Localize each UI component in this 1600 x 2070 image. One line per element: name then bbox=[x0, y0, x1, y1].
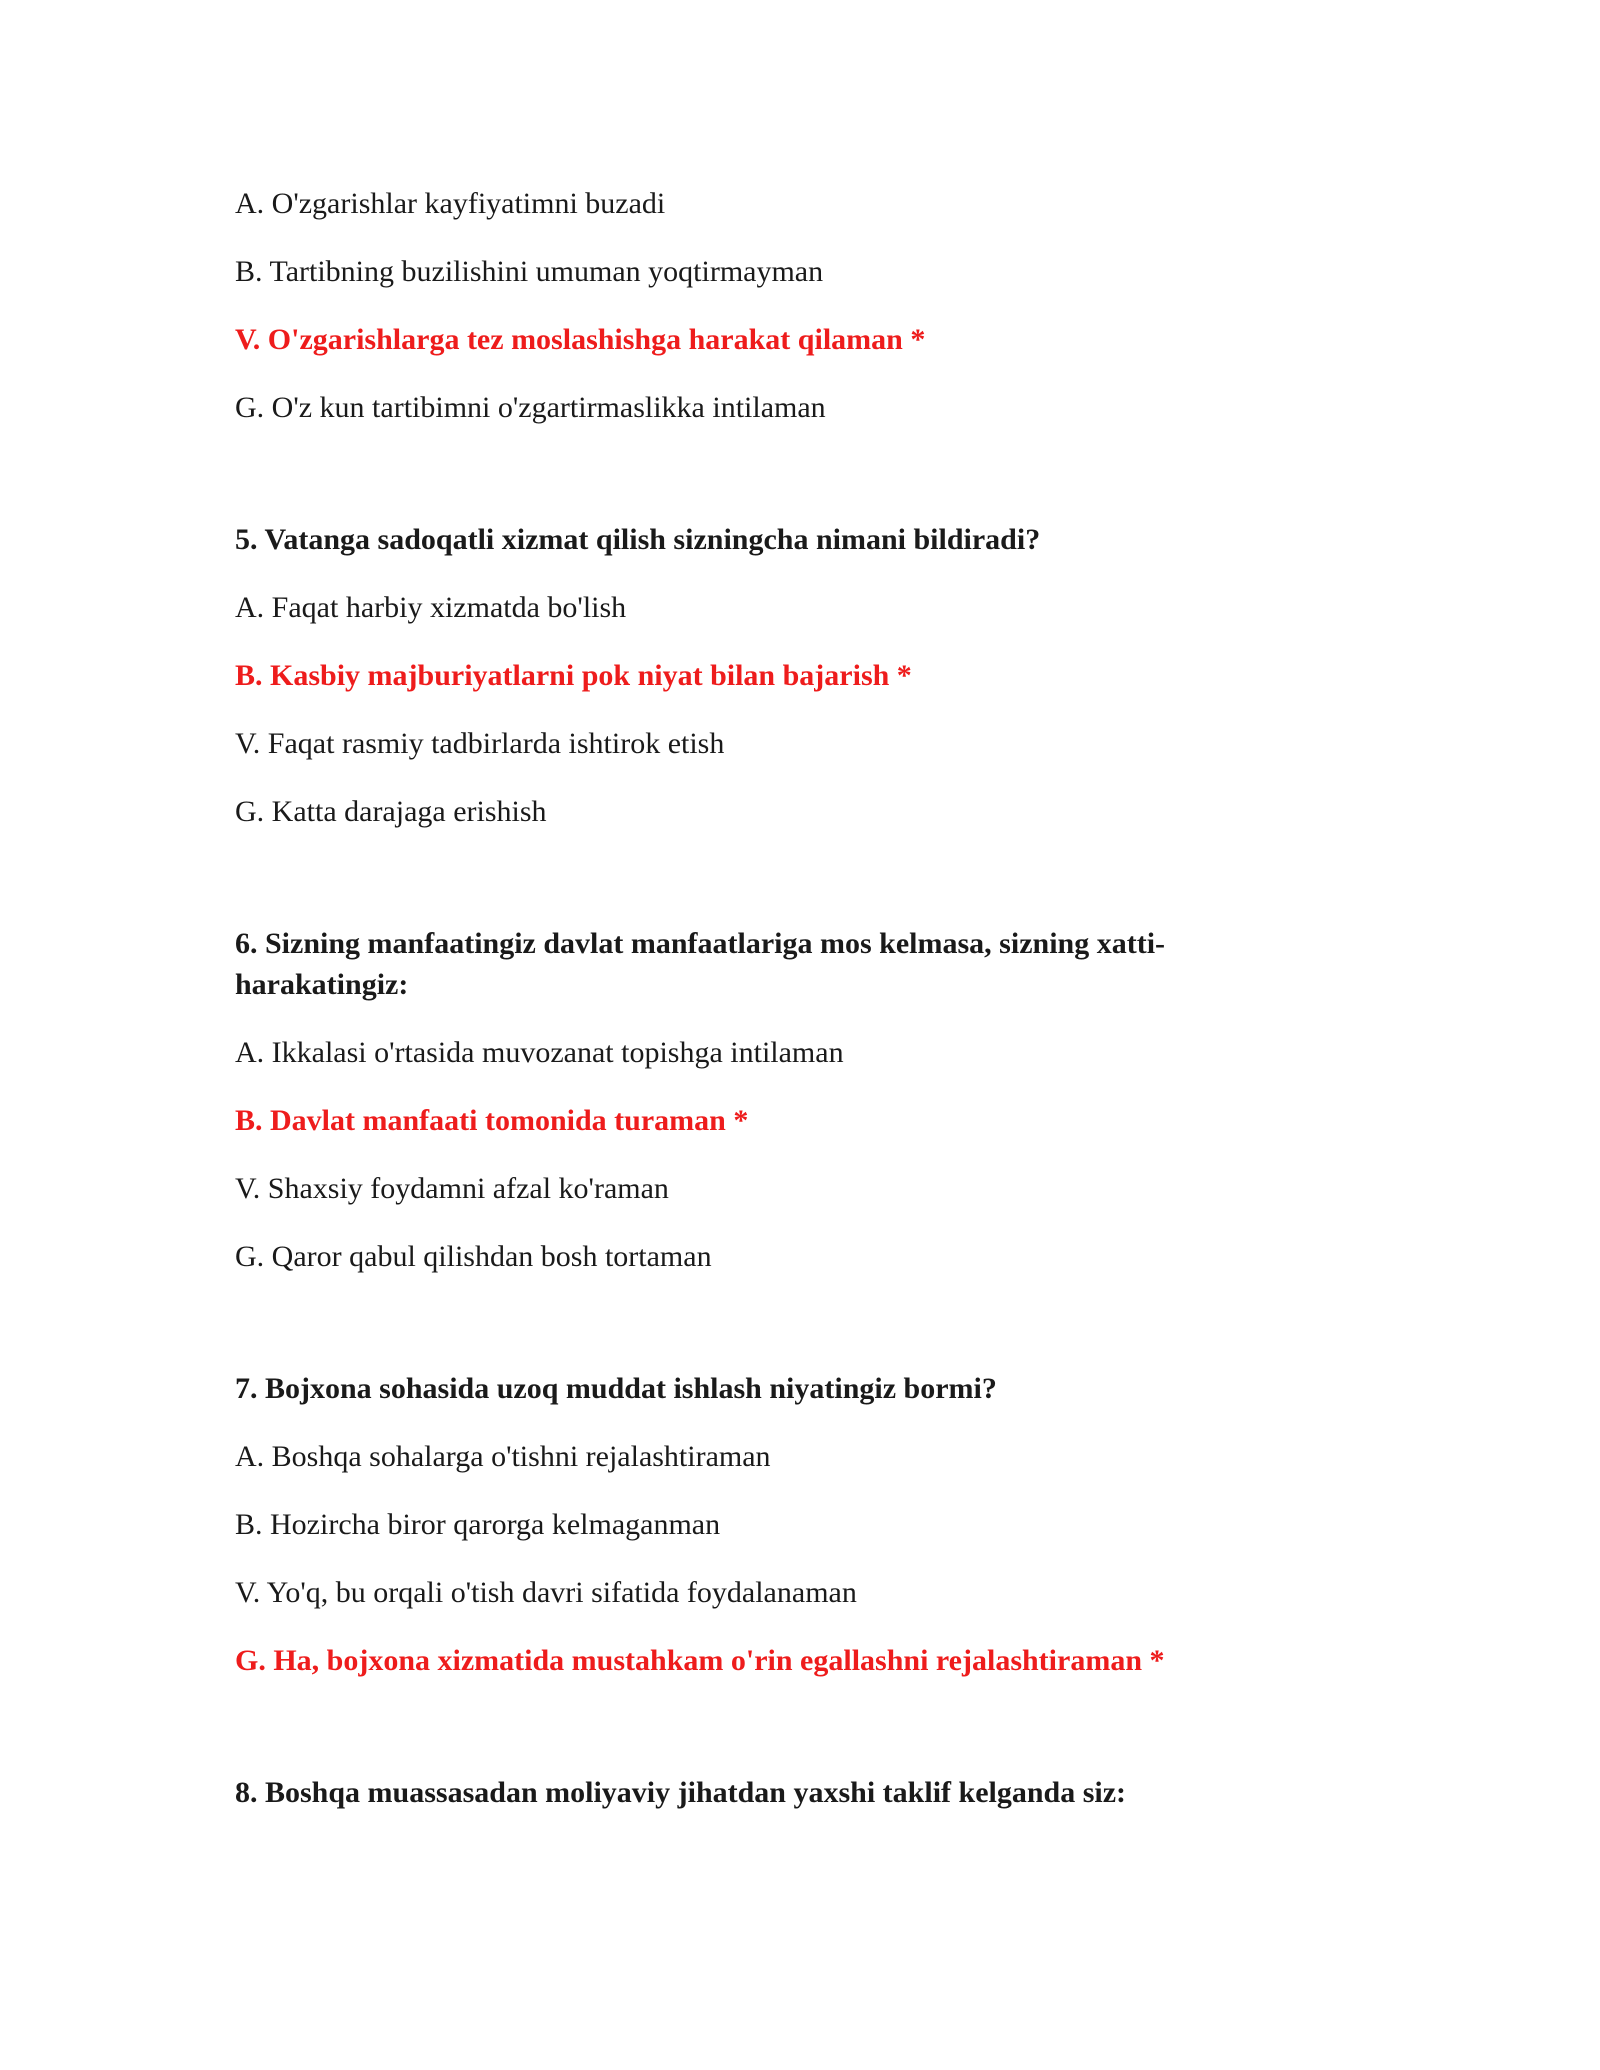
question-block-8 bbox=[235, 1772, 1235, 1840]
question-block-5 bbox=[235, 519, 1235, 859]
spacer bbox=[235, 1708, 1235, 1772]
option-b: B. Hozircha biror qarorga kelmaganman bbox=[235, 1508, 721, 1541]
option-v: V. Faqat rasmiy tadbirlarda ishtirok etish bbox=[235, 727, 725, 760]
question-8-text: 8. Boshqa muassasadan moliyaviy jihatdan yaxshi taklif kelganda siz: bbox=[235, 1776, 1127, 1809]
question-7-text: 7. Bojxona sohasida uzoq muddat ishlash niyatingiz bormi? bbox=[235, 1372, 997, 1405]
option-g-correct: G. Ha, bojxona xizmatida mustahkam o'rin egallashni rejalashtiraman * bbox=[235, 1644, 1165, 1677]
spacer bbox=[235, 455, 1235, 519]
option-v: V. Shaxsiy foydamni afzal ko'raman bbox=[235, 1172, 669, 1205]
option-b-correct: B. Davlat manfaati tomonida turaman * bbox=[235, 1104, 749, 1137]
document-page bbox=[235, 183, 1235, 1840]
option-b-correct: B. Kasbiy majburiyatlarni pok niyat bilan bajarish * bbox=[235, 659, 912, 692]
option-b: B. Tartibning buzilishini umuman yoqtirmayman bbox=[235, 255, 824, 288]
question-5-text: 5. Vatanga sadoqatli xizmat qilish sizningcha nimani bildiradi? bbox=[235, 523, 1041, 556]
option-g: G. Katta darajaga erishish bbox=[235, 795, 547, 828]
question-block-4-options bbox=[235, 183, 1235, 455]
spacer bbox=[235, 859, 1235, 923]
option-g: G. Qaror qabul qilishdan bosh tortaman bbox=[235, 1240, 712, 1273]
option-a: A. Faqat harbiy xizmatda bo'lish bbox=[235, 591, 627, 624]
question-6-text: 6. Sizning manfaatingiz davlat manfaatlariga mos kelmasa, sizning xatti-harakatingiz: bbox=[235, 927, 1166, 1001]
option-v: V. Yo'q, bu orqali o'tish davri sifatida foydalanaman bbox=[235, 1576, 857, 1609]
option-v-correct: V. O'zgarishlarga tez moslashishga harakat qilaman * bbox=[235, 323, 926, 356]
spacer bbox=[235, 1304, 1235, 1368]
option-a: A. O'zgarishlar kayfiyatimni buzadi bbox=[235, 187, 666, 220]
question-block-6 bbox=[235, 923, 1235, 1304]
question-block-7 bbox=[235, 1368, 1235, 1708]
option-a: A. Boshqa sohalarga o'tishni rejalashtiraman bbox=[235, 1440, 771, 1473]
option-a: A. Ikkalasi o'rtasida muvozanat topishga intilaman bbox=[235, 1036, 844, 1069]
option-g: G. O'z kun tartibimni o'zgartirmaslikka intilaman bbox=[235, 391, 826, 424]
